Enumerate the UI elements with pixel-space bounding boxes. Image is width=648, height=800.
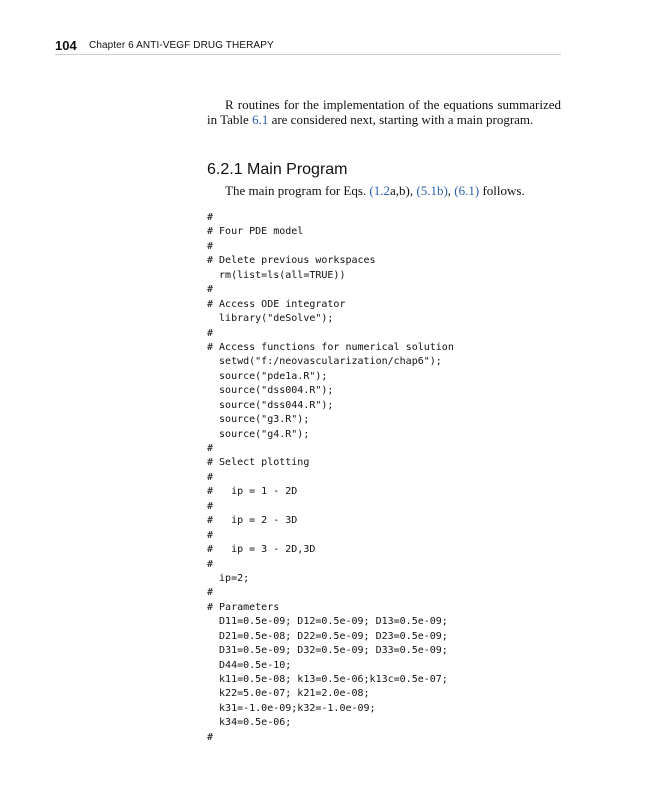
code-line: # [207,443,214,454]
code-line: # [207,500,214,512]
code-line: # [207,558,214,570]
code-line: source("g4.R"); [207,428,310,440]
code-line: # [207,212,214,223]
table-ref-link[interactable]: 6.1 [252,112,269,127]
code-line: ip=2; [207,572,250,584]
code-listing [207,211,454,745]
code-line: k34=0.5e-06; [207,717,292,729]
code-line: source("dss004.R"); [207,385,334,397]
code-line: # Access functions for numerical solution [207,341,454,353]
code-line: # [207,529,214,541]
intro-text-part1: R routines for the implementation of the equations summarized in Table [207,97,561,127]
code-line: D31=0.5e-09; D32=0.5e-09; D33=0.5e-09; [207,645,448,657]
eq-ref-1-2[interactable]: (1.2 [369,183,390,198]
eq-ref-6-1[interactable]: (6.1) [454,183,480,198]
section-title: 6.2.1 Main Program [207,161,348,178]
code-line: # [207,284,214,296]
code-line: source("g3.R"); [207,414,310,426]
code-line: # Parameters [207,601,280,613]
code-line: k11=0.5e-08; k13=0.5e-06;k13c=0.5e-07; [207,674,448,685]
code-line: setwd("f:/neovascularization/chap6"); [207,356,442,368]
code-line: # [207,327,214,339]
code-line: source("pde1a.R"); [207,370,328,382]
chapter-running-head: Chapter 6 ANTI-VEGF DRUG THERAPY [89,40,274,51]
code-line: # Access ODE integrator [207,298,346,310]
intro-text-part2: are considered next, starting with a main program. [268,112,534,127]
code-line: # Select plotting [207,457,310,469]
code-line: D21=0.5e-08; D22=0.5e-09; D23=0.5e-09; [207,630,448,642]
code-line: k31=-1.0e-09;k32=-1.0e-09; [207,702,376,714]
code-line: # Delete previous workspaces [207,255,376,267]
page-number: 104 [55,38,77,53]
code-line: # [207,240,214,252]
code-line: rm(list=ls(all=TRUE)) [207,269,346,281]
code-line: # [207,471,214,483]
code-line: # [207,587,214,599]
code-line: # Four PDE model [207,226,304,238]
intro-paragraph [207,97,561,127]
section-intro-tail: follows. [479,183,525,198]
code-line: source("dss044.R"); [207,399,334,411]
code-line: D11=0.5e-09; D12=0.5e-09; D13=0.5e-09; [207,616,448,628]
code-line: # [207,731,214,743]
code-line: # ip = 3 - 2D,3D [207,544,316,556]
section-intro-text: The main program for Eqs. [225,183,370,198]
eq-ref-separator: , [447,183,455,198]
code-line: # ip = 1 - 2D [207,486,298,498]
section-intro [225,183,525,199]
running-header [55,38,561,55]
code-line: # ip = 2 - 3D [207,515,298,527]
code-line: D44=0.5e-10; [207,659,292,671]
code-line: library("deSolve"); [207,313,334,325]
eq-ref-1-2-suffix: a,b), [390,183,417,198]
code-line: k22=5.0e-07; k21=2.0e-08; [207,688,370,700]
eq-ref-5-1b[interactable]: (5.1b) [416,183,448,198]
